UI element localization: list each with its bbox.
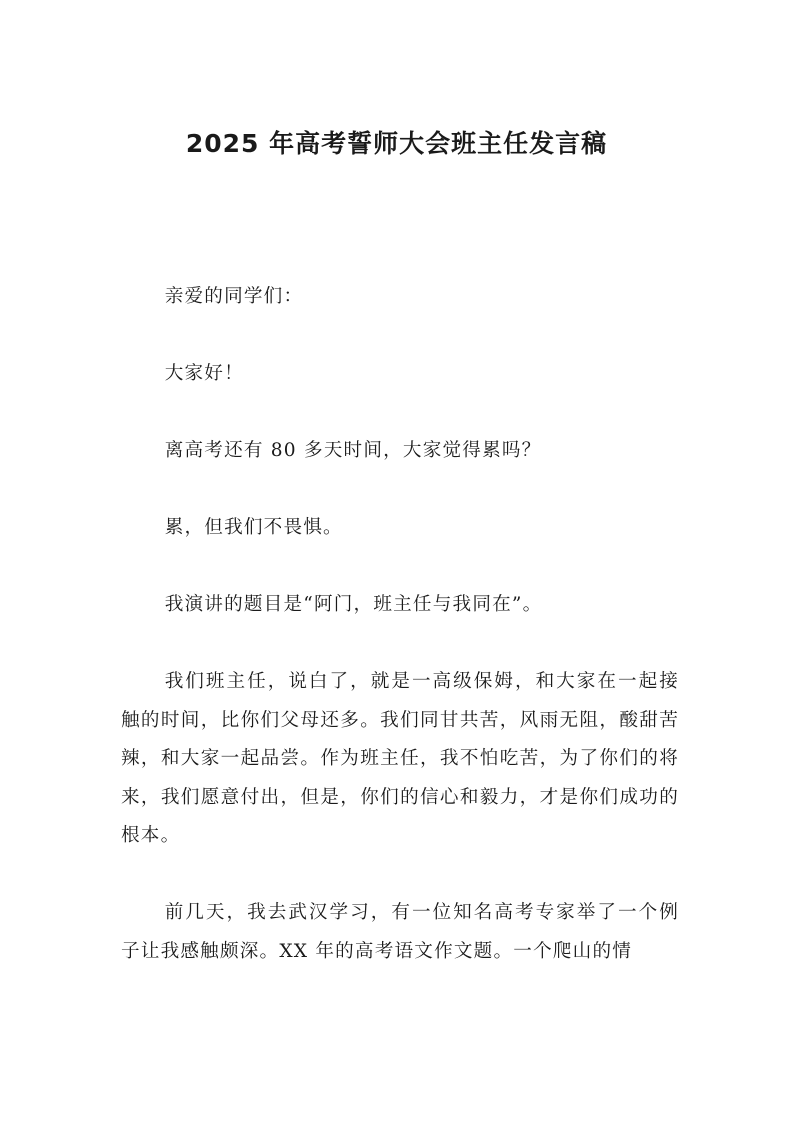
paragraph-teacher-role: 我们班主任，说白了，就是一高级保姆，和大家在一起接触的时间，比你们父母还多。我们同甘共苦，风雨无阻，酸甜苦辣，和大家一起品尝。作为班主任，我不怕吃苦，为了你们的将来，我们愿意付出，但是，你们的信心和毅力，才是你们成功的根本。 (121, 671, 679, 846)
paragraph-greeting: 亲爱的同学们： (164, 286, 304, 307)
paragraph-topic: 我演讲的题目是“阿门，班主任与我同在”。 (164, 594, 543, 615)
paragraph-answer: 累，但我们不畏惧。 (164, 517, 343, 538)
paragraph-wuhan-story: 前几天，我去武汉学习，有一位知名高考专家举了一个例子让我感触颇深。XX 年的高考语文作文题。一个爬山的情 (121, 902, 679, 962)
paragraph-hello: 大家好！ (164, 363, 244, 384)
document-body (121, 278, 679, 1010)
document-title: 2025 年高考誓师大会班主任发言稿 (185, 129, 608, 158)
paragraph-question: 离高考还有 80 多天时间，大家觉得累吗？ (164, 440, 542, 461)
